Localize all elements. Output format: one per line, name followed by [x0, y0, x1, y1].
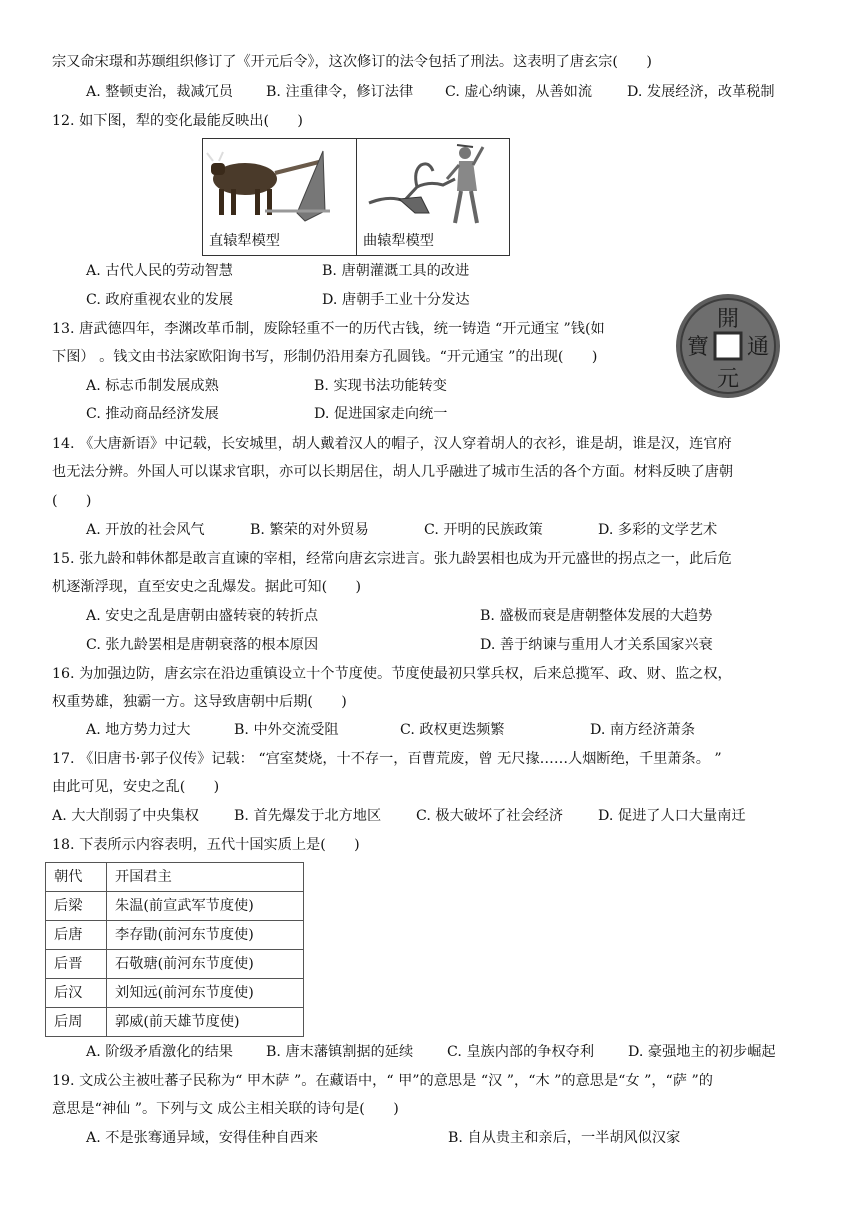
q11-option-c[interactable]: C. 虚心纳谏，从善如流: [445, 84, 593, 100]
straight-plow-image: [205, 141, 355, 231]
q14-stem-line2: 也无法分辨。外国人可以谋求官职，亦可以长期居住，胡人几乎融进了城市生活的各个方面。材料反映了唐朝: [52, 464, 734, 480]
coin-char-right: 通: [746, 335, 770, 360]
q13-option-d[interactable]: D. 促进国家走向统一: [314, 406, 448, 422]
q15-option-d[interactable]: D. 善于纳谏与重用人才关系国家兴衰: [480, 637, 713, 653]
q14-stem-line3: ( ): [52, 493, 92, 509]
q12-option-c[interactable]: C. 政府重视农业的发展: [86, 292, 234, 308]
q17-stem-line2: 由此可见，安史之乱( ): [52, 779, 220, 795]
q17-option-a[interactable]: A. 大大削弱了中央集权: [52, 808, 199, 824]
table-cell-dynasty: 后汉: [46, 979, 107, 1008]
q18-stem: 18. 下表所示内容表明，五代十国实质上是( ): [52, 837, 360, 853]
table-cell-founder: 李存勖(前河东节度使): [107, 921, 304, 950]
table-row: [46, 892, 304, 921]
q16-option-b[interactable]: B. 中外交流受阻: [234, 722, 339, 738]
coin-char-top: 開: [716, 307, 740, 332]
q13-option-a[interactable]: A. 标志币制发展成熟: [86, 378, 219, 394]
q16-stem-line2: 权重势雄，独霸一方。这导致唐朝中后期( ): [52, 694, 347, 710]
q19-option-b[interactable]: B. 自从贵主和亲后，一半胡风似汉家: [448, 1130, 681, 1146]
q18-option-a[interactable]: A. 阶级矛盾激化的结果: [86, 1044, 233, 1060]
curved-plow-image: [359, 141, 509, 231]
table-row: [46, 979, 304, 1008]
q19-stem-line1: 19. 文成公主被吐蕃子民称为“ 甲木萨 ”。在藏语中，“ 甲”的意思是 “汉 ”，“木 ”的意思是“女 ”，“萨 ”的: [52, 1073, 713, 1089]
plow-image-table: [202, 138, 510, 256]
q17-stem-line1: 17. 《旧唐书·郭子仪传》记载： “宫室焚烧，十不存一，百曹荒废，曾 无尺掾……人烟断绝，千里萧条。 ”: [52, 751, 722, 767]
q17-option-d[interactable]: D. 促进了人口大量南迁: [598, 808, 746, 824]
kaiyuan-coin-image: [674, 292, 782, 400]
q16-option-d[interactable]: D. 南方经济萧条: [590, 722, 696, 738]
q18-option-d[interactable]: D. 豪强地主的初步崛起: [628, 1044, 776, 1060]
q19-stem-line2: 意思是“神仙 ”。下列与文 成公主相关联的诗句是( ): [52, 1101, 399, 1117]
q15-option-a[interactable]: A. 安史之乱是唐朝由盛转衰的转折点: [86, 608, 319, 624]
q14-option-b[interactable]: B. 繁荣的对外贸易: [250, 522, 369, 538]
q11-option-b[interactable]: B. 注重律令，修订法律: [266, 84, 414, 100]
table-header-founder: 开国君主: [107, 863, 304, 892]
table-cell-dynasty: 后梁: [46, 892, 107, 921]
q16-option-a[interactable]: A. 地方势力过大: [86, 722, 191, 738]
table-cell-founder: 石敬瑭(前河东节度使): [107, 950, 304, 979]
q14-stem-line1: 14. 《大唐新语》中记载，长安城里，胡人戴着汉人的帽子，汉人穿着胡人的衣衫，谁是胡，谁是汉，连官府: [52, 436, 732, 452]
q12-option-d[interactable]: D. 唐朝手工业十分发达: [322, 292, 470, 308]
q12-stem: 12. 如下图，犁的变化最能反映出( ): [52, 113, 303, 129]
dynasty-table: [45, 862, 304, 1037]
table-cell-dynasty: 后唐: [46, 921, 107, 950]
q15-stem-line1: 15. 张九龄和韩休都是敢言直谏的宰相，经常向唐玄宗进言。张九龄罢相也成为开元盛世的拐点之一，此后危: [52, 551, 732, 567]
q17-option-c[interactable]: C. 极大破坏了社会经济: [416, 808, 564, 824]
q18-option-b[interactable]: B. 唐末藩镇割据的延续: [266, 1044, 414, 1060]
q18-option-c[interactable]: C. 皇族内部的争权夺利: [447, 1044, 595, 1060]
q11-stem: 宗又命宋璟和苏颋组织修订了《开元后令》，这次修订的法令包括了刑法。这表明了唐玄宗( ): [52, 54, 652, 70]
q11-option-a[interactable]: A. 整顿吏治，裁减冗员: [86, 84, 233, 100]
coin-char-bottom: 元: [716, 367, 740, 392]
q13-option-c[interactable]: C. 推动商品经济发展: [86, 406, 219, 422]
q13-stem-line2: 下图） 。钱文由书法家欧阳询书写，形制仍沿用秦方孔圆钱。“开元通宝 ”的出现( ): [52, 349, 598, 365]
table-cell-dynasty: 后周: [46, 1008, 107, 1037]
q19-option-a[interactable]: A. 不是张骞通异域，安得佳种自西来: [86, 1130, 319, 1146]
table-cell-founder: 朱温(前宣武军节度使): [107, 892, 304, 921]
q17-option-b[interactable]: B. 首先爆发于北方地区: [234, 808, 382, 824]
coin-char-left: 寶: [686, 335, 710, 360]
q11-option-d[interactable]: D. 发展经济，改革税制: [627, 84, 775, 100]
q14-option-d[interactable]: D. 多彩的文学艺术: [598, 522, 718, 538]
table-row: [46, 921, 304, 950]
q16-stem-line1: 16. 为加强边防，唐玄宗在沿边重镇设立十个节度使。节度使最初只掌兵权，后来总揽军、政、财、监之权，: [52, 666, 732, 682]
q15-stem-line2: 机逐渐浮现，直至安史之乱爆发。据此可知( ): [52, 579, 362, 595]
straight-plow-caption: 直辕犁模型: [209, 233, 280, 249]
q13-stem-line1: 13. 唐武德四年，李渊改革币制，废除轻重不一的历代古钱，统一铸造 “开元通宝 ”钱(如: [52, 321, 605, 337]
q16-option-c[interactable]: C. 政权更迭频繁: [400, 722, 505, 738]
table-header-dynasty: 朝代: [46, 863, 107, 892]
q12-option-b[interactable]: B. 唐朝灌溉工具的改进: [322, 263, 470, 279]
q12-option-a[interactable]: A. 古代人民的劳动智慧: [86, 263, 233, 279]
q14-option-a[interactable]: A. 开放的社会风气: [86, 522, 205, 538]
table-header-row: [46, 863, 304, 892]
q14-option-c[interactable]: C. 开明的民族政策: [424, 522, 543, 538]
table-cell-founder: 刘知远(前河东节度使): [107, 979, 304, 1008]
q13-option-b[interactable]: B. 实现书法功能转变: [314, 378, 447, 394]
q15-option-c[interactable]: C. 张九龄罢相是唐朝衰落的根本原因: [86, 637, 319, 653]
table-row: [46, 950, 304, 979]
curved-plow-caption: 曲辕犁模型: [363, 233, 434, 249]
table-row: [46, 1008, 304, 1037]
table-cell-founder: 郭威(前天雄节度使): [107, 1008, 304, 1037]
table-cell-dynasty: 后晋: [46, 950, 107, 979]
q15-option-b[interactable]: B. 盛极而衰是唐朝整体发展的大趋势: [480, 608, 713, 624]
